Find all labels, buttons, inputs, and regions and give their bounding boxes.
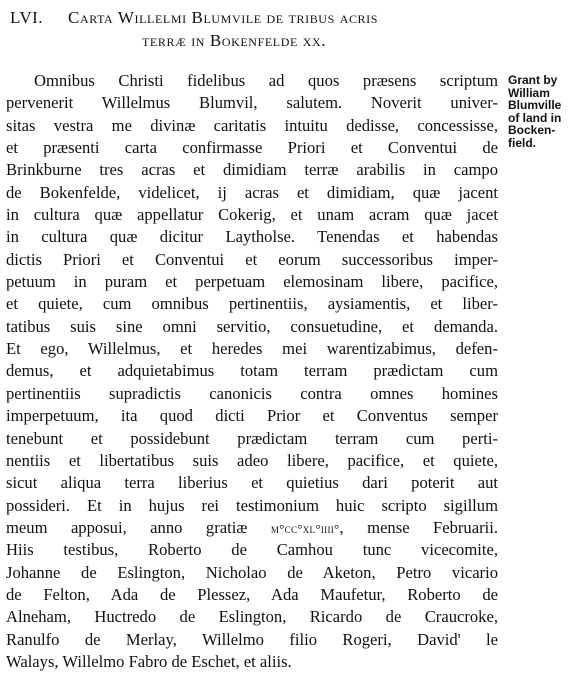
witness-line: Hiis testibus, Roberto de Camhou tunc vicecomite, (6, 540, 498, 560)
charter-body (6, 70, 498, 673)
charter-title-line-2: terræ in Bokenfelde xx. (142, 31, 327, 50)
body-line: Brinkburne tres acras et dimidiam terræ arabilis in campo (6, 160, 498, 180)
body-line-date (6, 517, 498, 539)
body-line: pervenerit Willelmus Blumvil, salutem. Noverit univer- (6, 93, 498, 113)
charter-date: m°cc°xl°iiii° (270, 520, 340, 536)
body-line: in cultura quæ dicitur Laytholse. Tenendas et habendas (6, 227, 498, 247)
body-line: in cultura quæ appellatur Cokerig, et unam acram quæ jacet (6, 205, 498, 225)
marginal-note-line: William (508, 85, 550, 100)
marginal-note-line: Blumville (508, 98, 562, 113)
marginal-note-line: Grant by (508, 73, 558, 87)
body-line: et præsenti carta confirmasse Priori et Conventui de (6, 138, 498, 158)
body-line: petuum in puram et perpetuam elemosinam libere, pacifice, (6, 272, 498, 292)
body-line: sitas vestra me divinæ caritatis intuitu dedisse, concessisse, (6, 115, 498, 135)
marginal-note-line: field. (508, 135, 537, 150)
charter-number: LVI. (10, 8, 44, 27)
witness-line: Walays, Willelmo Fabro de Eschet, et aliis. (6, 651, 292, 671)
body-line: Omnibus Christi fidelibus ad quos præsens scriptum (34, 71, 498, 90)
date-suffix: , mense Februarii. (339, 517, 498, 537)
charter-title-line-1: Carta Willelmi Blumvile de tribus acris (68, 8, 379, 27)
witness-line: Ranulfo de Merlay, Willelmo filio Rogeri, David' le (6, 629, 498, 649)
witness-line: Johanne de Eslington, Nicholao de Aketon, Petro vicario (6, 562, 498, 582)
witness-line: Alneham, Huctredo de Eslington, Ricardo de Craucroke, (6, 607, 498, 627)
marginal-note (508, 74, 574, 150)
marginal-note-line: Bocken- (508, 123, 556, 138)
charter-heading (10, 6, 500, 52)
body-line: tenebunt et possidebunt prædictam terram cum perti- (6, 428, 498, 448)
marginal-note-line: of land in (508, 110, 562, 125)
body-line: sicut aliqua terra liberius et quietius dari poterit aut (6, 473, 498, 493)
body-line: nentiis et libertatibus suis adeo libere, pacifice, et quiete, (6, 450, 498, 470)
body-line: possideri. Et in hujus rei testimonium huic scripto sigillum (6, 495, 498, 515)
body-line: pertinentiis supradictis canonicis contra omnes homines (6, 383, 498, 403)
body-line: tatibus suis sine omni servitio, consuetudine, et demanda. (6, 316, 498, 336)
witness-line: de Felton, Ada de Plessez, Ada Maufetur, Roberto de (6, 584, 498, 604)
body-line: demus, et adquietabimus totam terram prædictam cum (6, 361, 498, 381)
date-prefix: meum apposui, anno gratiæ (6, 517, 271, 537)
body-line: dictis Priori et Conventui et eorum successoribus imper- (6, 249, 498, 269)
body-line: Et ego, Willelmus, et heredes mei warentizabimus, defen- (6, 339, 498, 359)
body-line: et quiete, cum omnibus pertinentiis, aysiamentis, et liber- (6, 294, 498, 314)
body-line: imperpetuum, ita quod dicti Prior et Conventus semper (6, 406, 498, 426)
body-line: de Bokenfelde, videlicet, ij acras et dimidiam, quæ jacent (6, 182, 498, 202)
